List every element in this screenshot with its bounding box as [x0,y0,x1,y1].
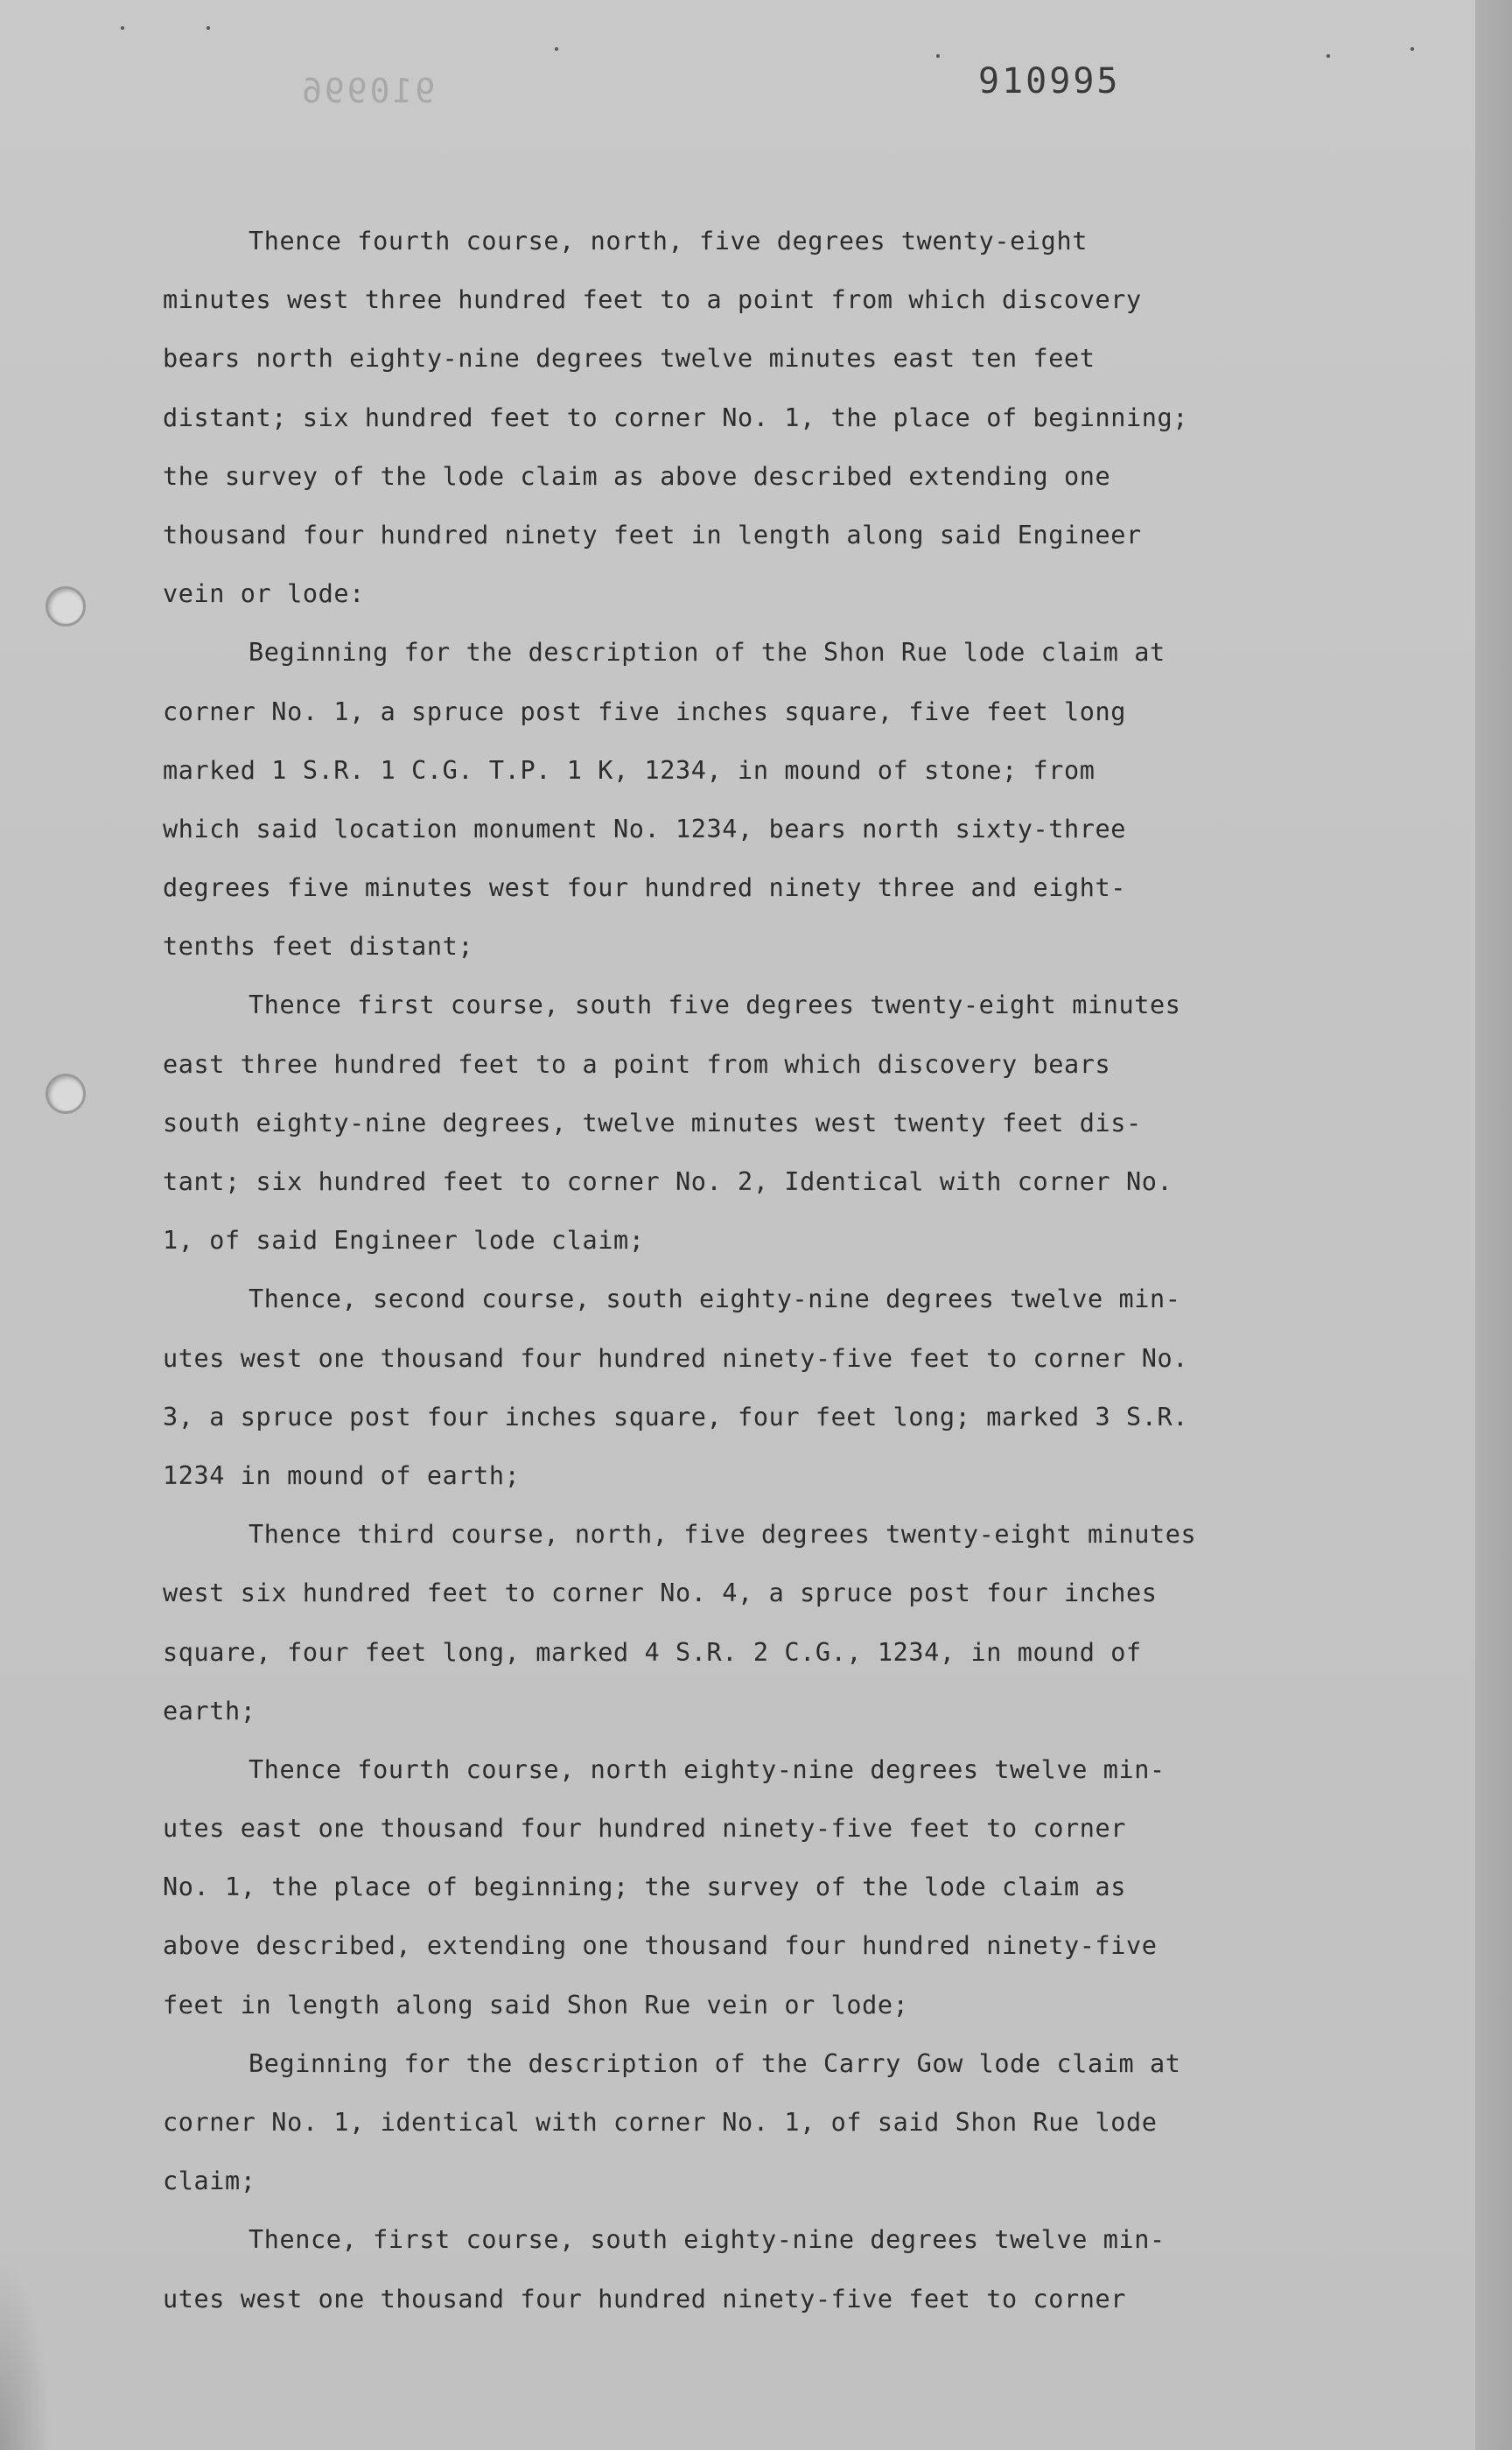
text-line: south eighty-nine degrees, twelve minutes west twenty feet dis- [163,1108,1142,1138]
text-line: 3, a spruce post four inches square, four feet long; marked 3 S.R. [163,1402,1189,1432]
text-line: Thence fourth course, north, five degrees twenty-eight [248,227,1088,256]
dust-speck [206,26,210,30]
text-line: vein or lode: [163,579,365,609]
text-line: No. 1, the place of beginning; the survey of the lode claim as [163,1872,1127,1902]
text-line: Beginning for the description of the Carry Gow lode claim at [248,2048,1181,2078]
dust-speck [936,54,940,58]
text-line: distant; six hundred feet to corner No. 1, the place of beginning; [163,402,1189,432]
text-line: utes east one thousand four hundred ninety-five feet to corner [163,1814,1127,1844]
text-line: Beginning for the description of the Shon Rue lode claim at [248,638,1166,668]
text-line: square, four feet long, marked 4 S.R. 2 C.G., 1234, in mound of [163,1637,1142,1667]
text-line: Thence, second course, south eighty-nine degrees twelve min- [248,1284,1181,1314]
text-line: corner No. 1, identical with corner No. 1, of said Shon Rue lode [163,2108,1158,2137]
dust-speck [121,26,124,30]
text-line: Thence fourth course, north eighty-nine degrees twelve min- [248,1754,1166,1784]
dust-speck [1326,54,1330,58]
scan-corner-shadow [0,2258,52,2450]
document-body [163,212,1335,2328]
text-line: west six hundred feet to corner No. 4, a spruce post four inches [163,1578,1158,1608]
text-line: thousand four hundred ninety feet in length along said Engineer [163,520,1142,550]
bleed-through-number: 910996 [299,72,436,110]
text-line: east three hundred feet to a point from which discovery bears [163,1049,1111,1079]
punch-hole [46,1074,86,1114]
text-line: utes west one thousand four hundred ninety-five feet to corner [163,2284,1127,2314]
dust-speck [1410,47,1414,51]
scan-edge-shadow [1475,0,1512,2450]
text-line: Thence third course, north, five degrees twenty-eight minutes [248,1520,1197,1550]
text-line: tenths feet distant; [163,932,474,962]
text-line: minutes west three hundred feet to a point from which discovery [163,285,1142,315]
text-line: tant; six hundred feet to corner No. 2, Identical with corner No. [163,1167,1173,1196]
text-line: earth; [163,1696,256,1726]
document-number: 910995 [978,61,1121,102]
text-line: utes west one thousand four hundred ninety-five feet to corner No. [163,1343,1189,1373]
text-line: corner No. 1, a spruce post five inches square, five feet long [163,696,1127,726]
text-line: Thence first course, south five degrees twenty-eight minutes [248,990,1181,1020]
text-line: Thence, first course, south eighty-nine degrees twelve min- [248,2225,1166,2255]
text-line: claim; [163,2166,256,2196]
dust-speck [555,47,558,51]
text-line: degrees five minutes west four hundred ninety three and eight- [163,873,1127,903]
text-line: feet in length along said Shon Rue vein or lode; [163,1990,909,2020]
text-line: above described, extending one thousand four hundred ninety-five [163,1931,1158,1961]
text-line: which said location monument No. 1234, bears north sixty-three [163,814,1127,844]
punch-hole [46,586,86,626]
text-line: marked 1 S.R. 1 C.G. T.P. 1 K, 1234, in mound of stone; from [163,755,1096,785]
text-line: 1234 in mound of earth; [163,1460,521,1490]
text-line: 1, of said Engineer lode claim; [163,1226,645,1256]
text-line: bears north eighty-nine degrees twelve minutes east ten feet [163,344,1096,374]
text-line: the survey of the lode claim as above described extending one [163,461,1111,491]
